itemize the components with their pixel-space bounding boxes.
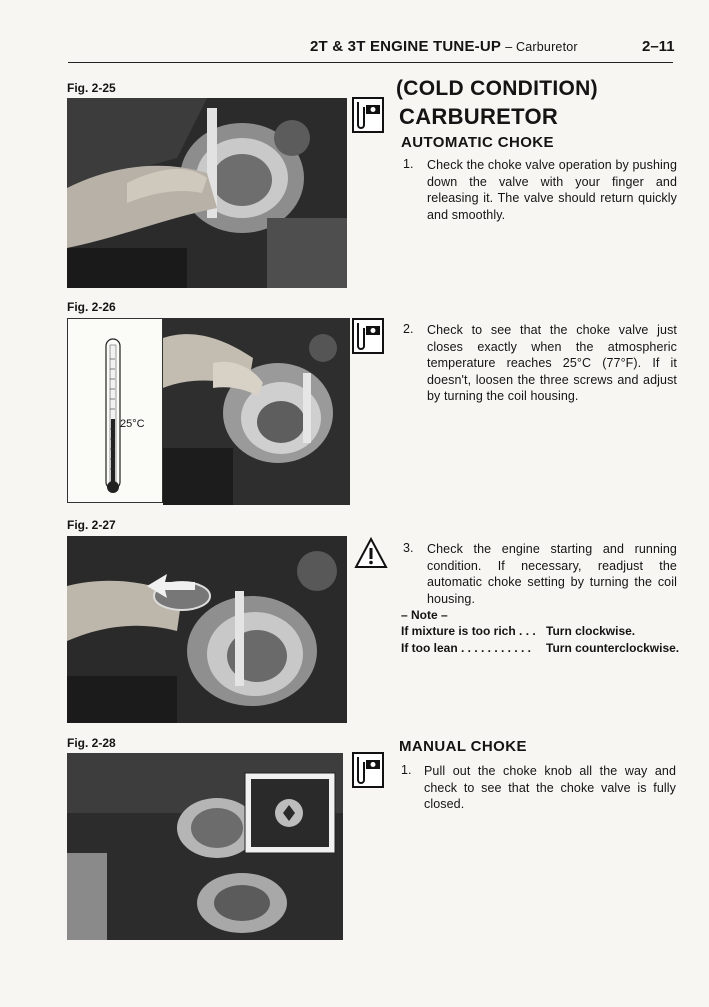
page-number: 2–11	[642, 38, 675, 55]
note-condition: If mixture is too rich . . .	[401, 624, 536, 638]
note-action: Turn clockwise.	[546, 624, 636, 638]
thermometer-panel	[67, 318, 163, 503]
step-text: Check to see that the choke valve just closes exactly when the atmospheric temperature reaches 25°C (77°F). If it doesn't, loosen the three screws and adjust by turning the coil housing.	[427, 323, 677, 403]
fig-2-25-photo	[67, 98, 347, 288]
section-title: CARBURETOR	[399, 104, 559, 129]
header-rule	[68, 62, 673, 63]
header-title-main: 2T & 3T ENGINE TUNE-UP	[310, 38, 501, 55]
thermometer-icon	[68, 319, 164, 504]
step-number: 1.	[403, 157, 414, 171]
fig-2-27-photo	[67, 536, 347, 723]
service-manual-icon	[352, 318, 384, 354]
warning-icon	[354, 537, 388, 569]
fig-2-28-photo	[67, 753, 343, 940]
fig-2-27-label: Fig. 2-27	[67, 518, 116, 532]
header-title	[310, 38, 578, 55]
service-manual-icon	[352, 97, 384, 133]
step-text: Check the choke valve operation by pushing down the valve with your finger and releasing it. The valve should return quickly and smoothly.	[427, 158, 677, 222]
note-title: – Note –	[401, 608, 448, 622]
fig-2-25-label: Fig. 2-25	[67, 81, 116, 95]
note-condition: If too lean . . . . . . . . . . .	[401, 641, 532, 655]
step-text: Pull out the choke knob all the way and check to see that the choke valve is fully closed.	[424, 764, 676, 811]
thermometer-reading: 25°C	[120, 418, 145, 430]
note-line	[401, 641, 531, 655]
note-action: Turn counterclockwise.	[546, 641, 680, 655]
step-text: Check the engine starting and running condition. If necessary, readjust the automatic choke setting by turning the coil housing.	[427, 542, 677, 606]
step-number: 2.	[403, 322, 414, 336]
fig-2-26-photo	[163, 318, 350, 505]
section-condition-heading: (COLD CONDITION)	[396, 77, 598, 100]
fig-2-28-label: Fig. 2-28	[67, 736, 116, 750]
service-manual-icon	[352, 752, 384, 788]
automatic-choke-heading: AUTOMATIC CHOKE	[401, 134, 554, 151]
header-subtitle: – Carburetor	[505, 40, 578, 54]
step-number: 3.	[403, 541, 414, 555]
note-line	[401, 624, 536, 638]
fig-2-26-label: Fig. 2-26	[67, 300, 116, 314]
manual-choke-heading: MANUAL CHOKE	[399, 738, 527, 755]
step-number: 1.	[401, 763, 412, 777]
